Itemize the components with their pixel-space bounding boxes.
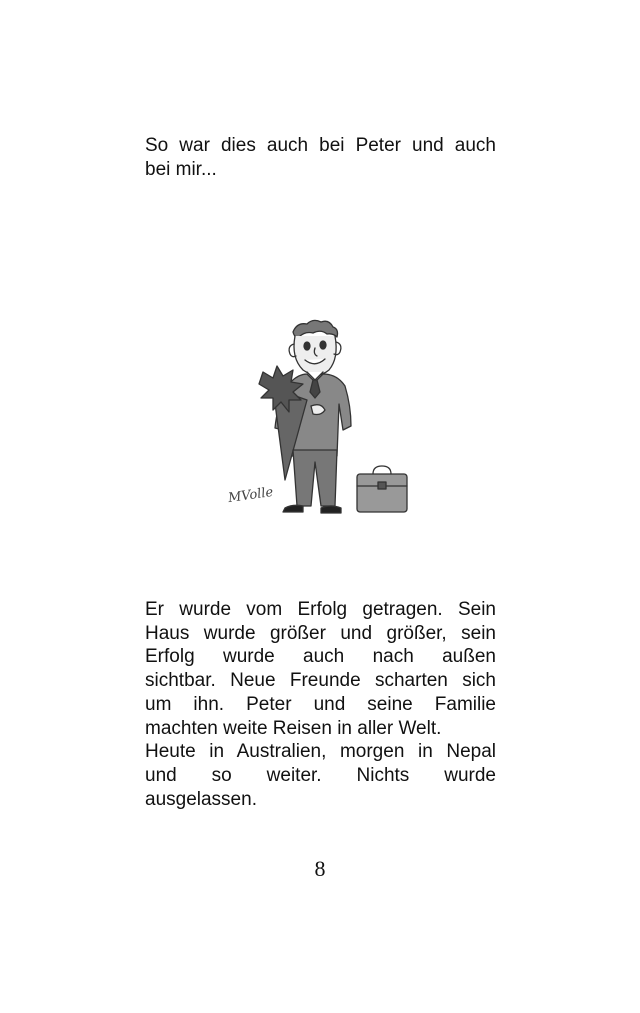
paragraph-success [145, 598, 496, 811]
illustrator-signature: MVolle [227, 484, 275, 507]
text-line: Heute in Australien, morgen in Nepal [145, 741, 496, 763]
page-number: 8 [314, 856, 326, 881]
text-line: Haus wurde größer und größer, sein [145, 622, 496, 644]
text-line: bei mir... [145, 158, 217, 180]
text-line: Erfolg wurde auch nach außen [145, 646, 496, 668]
text-line: Er wurde vom Erfolg getragen. Sein [145, 599, 496, 620]
text-line: und so weiter. Nichts wurde [145, 764, 496, 786]
text-line: um ihn. Peter und seine Familie [145, 693, 496, 715]
paragraph-intro [145, 134, 496, 181]
text-line: machten weite Reisen in aller Welt. [145, 717, 442, 739]
text-line: sichtbar. Neue Freunde scharten sich [145, 670, 496, 692]
text-line: ausgelassen. [145, 788, 257, 810]
text-line: So war dies auch bei Peter und auch [145, 135, 496, 156]
